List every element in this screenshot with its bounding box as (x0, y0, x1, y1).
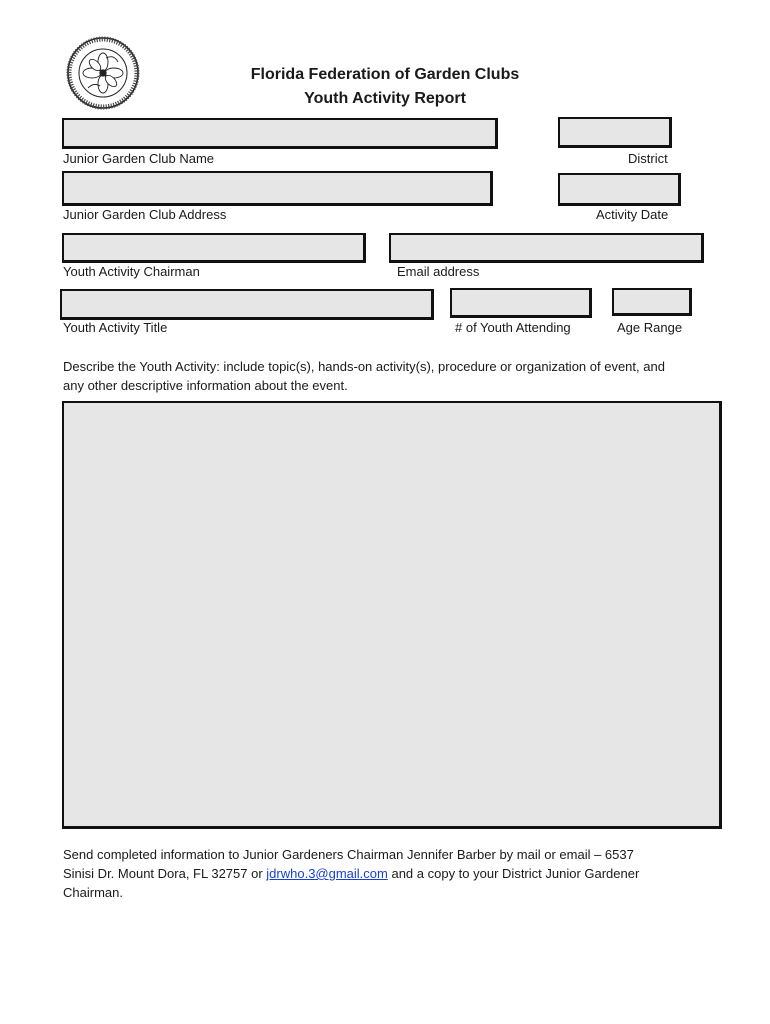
org-title: Florida Federation of Garden Clubs (250, 66, 520, 83)
district-input[interactable] (558, 117, 672, 148)
description-prompt-line-1: Describe the Youth Activity: include topic(s), hands-on activity(s), procedure or organization of event, and (63, 359, 665, 374)
footer-line-3: Chairman. (63, 885, 123, 900)
age-range-label: Age Range (617, 320, 683, 335)
email-input[interactable] (389, 233, 704, 263)
report-title: Youth Activity Report (304, 90, 466, 107)
activity-title-input[interactable] (60, 289, 434, 320)
district-label: District (628, 151, 668, 166)
club-name-label: Junior Garden Club Name (63, 151, 215, 166)
chairman-label: Youth Activity Chairman (63, 264, 200, 279)
age-range-input[interactable] (612, 288, 692, 316)
description-prompt (63, 357, 743, 395)
email-label: Email address (397, 264, 480, 279)
activity-description-textarea[interactable] (62, 401, 722, 829)
footer-instructions (63, 845, 743, 902)
youth-attending-input[interactable] (450, 288, 592, 318)
activity-date-label: Activity Date (596, 207, 669, 222)
activity-title-label: Youth Activity Title (63, 320, 168, 335)
youth-attending-label: # of Youth Attending (455, 320, 571, 335)
club-address-label: Junior Garden Club Address (63, 207, 227, 222)
email-link[interactable]: jdrwho.3@gmail.com (266, 866, 388, 881)
activity-date-input[interactable] (558, 173, 681, 206)
club-address-input[interactable] (62, 171, 493, 206)
footer-line-2 (63, 864, 743, 883)
club-name-input[interactable] (62, 118, 498, 149)
chairman-input[interactable] (62, 233, 366, 263)
footer-line-2-after: and a copy to your District Junior Gardener (387, 866, 640, 881)
footer-line-1: Send completed information to Junior Gardeners Chairman Jennifer Barber by mail or email – 6537 (63, 847, 634, 862)
footer-line-2-before: Sinisi Dr. Mount Dora, FL 32757 or (63, 866, 267, 881)
description-prompt-line-2: any other descriptive information about the event. (63, 378, 348, 393)
